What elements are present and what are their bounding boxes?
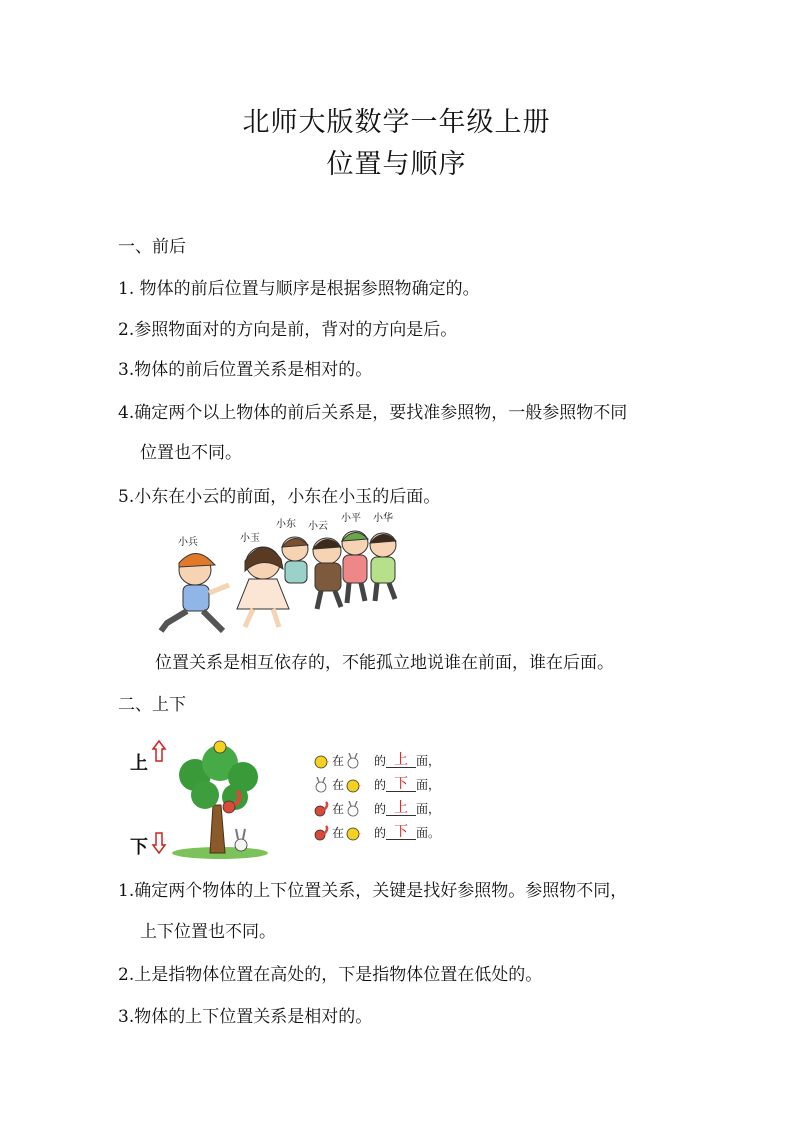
kid-label-xiaodong: 小东 [276,519,296,530]
fill-row [312,800,440,817]
rabbit-icon [235,829,247,851]
children-drawing [145,505,425,640]
squirrel-icon [312,801,330,817]
answer-blank: 上 [386,753,416,768]
rabbit-icon [312,777,330,793]
kid-label-xiaohua: 小华 [373,513,393,524]
point-1: 1. 物体的前后位置与顺序是根据参照物确定的。 [118,279,480,299]
fill-row-of: 的 [374,826,387,840]
point-4: 4.确定两个以上物体的前后关系是，要找准参照物，一般参照物不同 [118,403,628,423]
fill-row [312,776,440,793]
down-arrow-icon [153,833,165,853]
relation-note: 位置关系是相互依存的，不能孤立地说谁在前面，谁在后面。 [155,653,614,673]
fill-row-in: 在 [332,826,345,840]
title-line-1: 北师大版数学一年级上册 [242,107,551,138]
fill-row-of: 的 [374,754,387,768]
chick-icon [214,741,226,753]
chick-icon [344,825,362,841]
fill-row-of: 的 [374,802,387,816]
tree-drawing [125,735,270,860]
chick-icon [312,753,330,769]
rabbit-icon [344,753,362,769]
kid-label-xiaoyu: 小玉 [240,533,260,544]
up-arrow-icon [153,741,165,761]
squirrel-icon [312,825,330,841]
children-illustration [145,505,425,640]
kid-figure [161,553,229,631]
label-up: 上 [130,753,148,774]
kid-figure [237,547,289,627]
title-line-2: 位置与顺序 [326,149,467,180]
answer-blank: 下 [386,825,416,840]
point-4-continued: 位置也不同。 [140,443,242,463]
kid-figure [282,537,308,583]
tree-illustration [125,735,270,860]
kid-figure [313,538,341,609]
point-5: 5.小东在小云的前面，小东在小玉的后面。 [118,487,441,507]
answer-blank: 上 [386,801,416,816]
rabbit-icon [344,801,362,817]
kid-label-xiaobing: 小兵 [178,537,198,548]
updown-point-1-continued: 上下位置也不同。 [140,922,276,942]
section-heading-up-down: 二、上下 [118,695,186,715]
point-2: 2.参照物面对的方向是前，背对的方向是后。 [118,320,458,340]
updown-point-2: 2.上是指物体位置在高处的，下是指物体位置在低处的。 [118,965,543,985]
kid-label-xiaoping: 小平 [341,513,361,524]
fill-row-in: 在 [332,754,345,768]
answer-blank: 下 [386,777,416,792]
fill-row-end: 面， [416,754,441,768]
fill-row-end: 面。 [416,826,441,840]
kid-figure [342,531,368,603]
point-3: 3.物体的前后位置关系是相对的。 [118,360,373,380]
section-heading-front-back: 一、前后 [118,237,186,257]
fill-row-in: 在 [332,802,345,816]
fill-row [312,752,440,769]
fill-row-end: 面， [416,802,441,816]
fill-row-in: 在 [332,778,345,792]
updown-point-3: 3.物体的上下位置关系是相对的。 [118,1007,373,1027]
fill-row [312,824,440,841]
fill-row-end: 面， [416,778,441,792]
fill-row-of: 的 [374,778,387,792]
label-down: 下 [130,837,148,858]
chick-icon [344,777,362,793]
kid-label-xiaoyun: 小云 [308,521,328,532]
updown-point-1: 1.确定两个物体的上下位置关系，关键是找好参照物。参照物不同， [118,881,628,901]
kid-figure [370,533,396,601]
